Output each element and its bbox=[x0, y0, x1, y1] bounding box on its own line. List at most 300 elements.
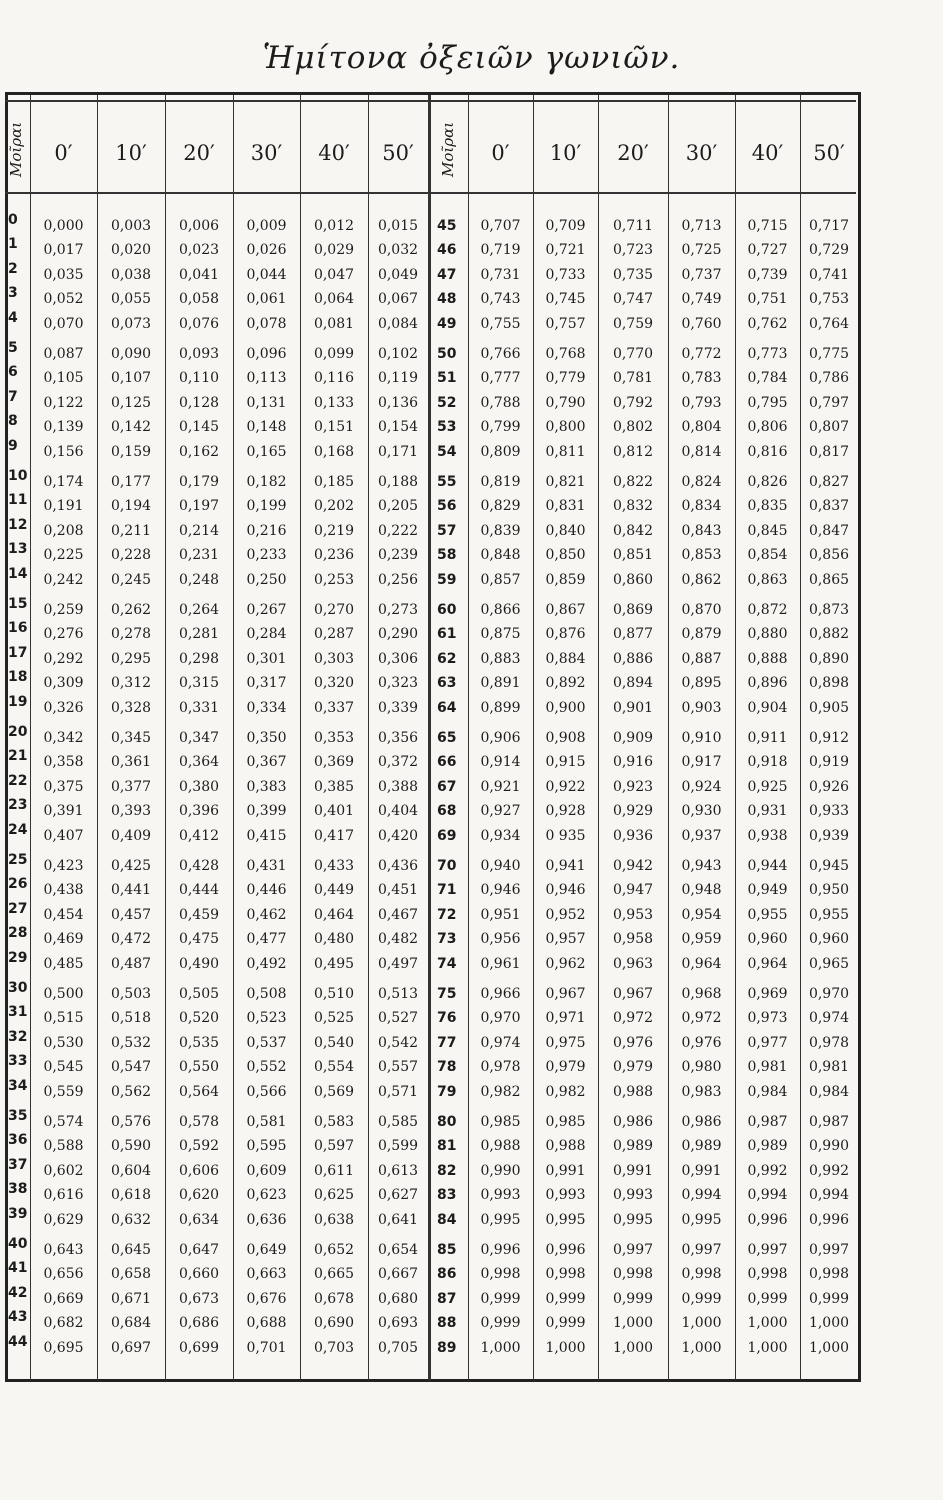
table-cell: 0,550 bbox=[178, 1059, 220, 1076]
table-cell: 0,721 bbox=[545, 242, 586, 259]
table-cell: 0,205 bbox=[377, 498, 419, 515]
table-cell: 0,542 bbox=[377, 1034, 419, 1051]
table-cell: 0,939 bbox=[808, 827, 850, 844]
degree-label: 19 bbox=[8, 693, 28, 710]
degree-label: 31 bbox=[8, 1004, 28, 1021]
degree-label: 30 bbox=[8, 980, 28, 996]
table-cell: 0,652 bbox=[313, 1242, 355, 1258]
table-cell: 0,962 bbox=[545, 955, 586, 972]
table-cell: 0,211 bbox=[110, 522, 152, 539]
degree-label: 5 bbox=[8, 340, 18, 356]
table-cell: 0,298 bbox=[178, 650, 220, 667]
table-cell: 0,055 bbox=[110, 291, 152, 308]
table-cell: 0,964 bbox=[681, 955, 722, 972]
table-cell: 0,806 bbox=[747, 419, 788, 436]
table-cell: 0,242 bbox=[43, 571, 84, 588]
table-cell: 0,895 bbox=[681, 675, 722, 692]
table-cell: 0,982 bbox=[545, 1083, 586, 1100]
table-cell: 0,987 bbox=[747, 1114, 788, 1130]
degree-label: 89 bbox=[437, 1339, 457, 1356]
table-cell: 0,407 bbox=[43, 827, 84, 844]
degree-label: 13 bbox=[8, 541, 28, 558]
table-cell: 0,026 bbox=[246, 242, 287, 259]
table-cell: 0,669 bbox=[43, 1290, 84, 1307]
table-cell: 0,960 bbox=[808, 931, 850, 948]
table-cell: 0,995 bbox=[480, 1211, 521, 1228]
table-cell: 0,323 bbox=[377, 675, 419, 692]
table-cell: 0,988 bbox=[545, 1138, 586, 1155]
table-cell: 0,899 bbox=[480, 699, 521, 716]
table-cell: 0,017 bbox=[43, 242, 84, 259]
table-cell: 0,835 bbox=[747, 498, 788, 515]
table-cell: 0,047 bbox=[313, 266, 355, 283]
table-cell: 0,415 bbox=[246, 827, 287, 844]
degree-label: 0 bbox=[8, 212, 18, 228]
table-cell: 0,764 bbox=[808, 315, 850, 332]
table-cell: 0,773 bbox=[747, 346, 788, 362]
table-cell: 0,862 bbox=[681, 571, 722, 588]
table-cell: 0,358 bbox=[43, 754, 84, 771]
table-cell: 0,755 bbox=[480, 315, 521, 332]
table-cell: 0,792 bbox=[612, 394, 654, 411]
table-cell: 0,562 bbox=[110, 1083, 152, 1100]
table-cell: 0,999 bbox=[480, 1315, 521, 1332]
table-cell: 0,795 bbox=[747, 394, 788, 411]
table-cell: 0,497 bbox=[377, 955, 419, 972]
table-cell: 0,256 bbox=[377, 571, 419, 588]
table-cell: 0,814 bbox=[681, 443, 722, 460]
table-cell: 0,236 bbox=[313, 547, 355, 564]
table-cell: 0,566 bbox=[246, 1083, 287, 1100]
table-cell: 0,819 bbox=[480, 474, 521, 490]
table-cell: 0,991 bbox=[545, 1162, 586, 1179]
degree-label: 75 bbox=[437, 986, 457, 1002]
degree-label: 47 bbox=[437, 266, 457, 283]
degree-label: 70 bbox=[437, 858, 457, 874]
table-cell: 0,877 bbox=[612, 626, 654, 643]
table-cell: 0,943 bbox=[681, 858, 722, 874]
table-cell: 0,287 bbox=[313, 626, 355, 643]
table-cell: 0,113 bbox=[246, 370, 287, 387]
table-cell: 0,842 bbox=[612, 522, 654, 539]
table-cell: 0,312 bbox=[110, 675, 152, 692]
table-cell: 0,216 bbox=[246, 522, 287, 539]
table-cell: 0,513 bbox=[377, 986, 419, 1002]
degree-label: 29 bbox=[8, 949, 28, 966]
table-cell: 0,356 bbox=[377, 730, 419, 746]
table-cell: 0,991 bbox=[681, 1162, 722, 1179]
table-cell: 0,999 bbox=[612, 1290, 654, 1307]
table-cell: 0,064 bbox=[313, 291, 355, 308]
degree-label: 53 bbox=[437, 419, 457, 436]
table-cell: 0,989 bbox=[681, 1138, 722, 1155]
table-cell: 0,978 bbox=[808, 1034, 850, 1051]
table-cell: 0,967 bbox=[612, 986, 654, 1002]
table-cell: 0,020 bbox=[110, 242, 152, 259]
table-cell: 0,492 bbox=[246, 955, 287, 972]
degree-label: 88 bbox=[437, 1315, 457, 1332]
table-cell: 0,953 bbox=[612, 906, 654, 923]
degree-label: 48 bbox=[437, 291, 457, 308]
degree-label: 61 bbox=[437, 626, 457, 643]
table-cell: 0,250 bbox=[246, 571, 287, 588]
table-cell: 0,831 bbox=[545, 498, 586, 515]
degree-label: 6 bbox=[8, 364, 18, 381]
degree-label: 54 bbox=[437, 443, 457, 460]
degree-label: 27 bbox=[8, 900, 28, 917]
table-cell: 0,087 bbox=[43, 346, 84, 362]
table-cell: 0,872 bbox=[747, 602, 788, 618]
table-cell: 0,003 bbox=[110, 218, 152, 234]
table-cell: 0,487 bbox=[110, 955, 152, 972]
table-cell: 0,936 bbox=[612, 827, 654, 844]
table-cell: 1,000 bbox=[681, 1315, 722, 1332]
degree-label: 56 bbox=[437, 498, 457, 515]
table-cell: 0,912 bbox=[808, 730, 850, 746]
table-cell: 0,812 bbox=[612, 443, 654, 460]
table-cell: 0,839 bbox=[480, 522, 521, 539]
table-cell: 0,802 bbox=[612, 419, 654, 436]
table-cell: 0,743 bbox=[480, 291, 521, 308]
table-cell: 0,090 bbox=[110, 346, 152, 362]
table-cell: 0,701 bbox=[246, 1339, 287, 1356]
minute-header: 50′ bbox=[813, 140, 845, 165]
table-cell: 0,393 bbox=[110, 803, 152, 820]
table-cell: 0,955 bbox=[747, 906, 788, 923]
table-cell: 0,790 bbox=[545, 394, 586, 411]
table-cell: 0,882 bbox=[808, 626, 850, 643]
table-cell: 0,725 bbox=[681, 242, 722, 259]
degree-label: 39 bbox=[8, 1205, 28, 1222]
table-cell: 0,976 bbox=[681, 1034, 722, 1051]
table-cell: 0,107 bbox=[110, 370, 152, 387]
table-cell: 0,949 bbox=[747, 882, 788, 899]
table-cell: 0,345 bbox=[110, 730, 152, 746]
table-cell: 0,850 bbox=[545, 547, 586, 564]
table-cell: 0,444 bbox=[178, 882, 220, 899]
table-cell: 0,826 bbox=[747, 474, 788, 490]
table-cell: 0,290 bbox=[377, 626, 419, 643]
table-cell: 0,988 bbox=[480, 1138, 521, 1155]
table-cell: 0,727 bbox=[747, 242, 788, 259]
table-cell: 1,000 bbox=[545, 1339, 586, 1356]
minute-header: 0′ bbox=[54, 140, 73, 165]
table-cell: 0,188 bbox=[377, 474, 419, 490]
table-cell: 0,000 bbox=[43, 218, 84, 234]
table-cell: 0,595 bbox=[246, 1138, 287, 1155]
table-cell: 0,032 bbox=[377, 242, 419, 259]
table-cell: 0,854 bbox=[747, 547, 788, 564]
degree-label: 82 bbox=[437, 1162, 457, 1179]
table-cell: 0,219 bbox=[313, 522, 355, 539]
table-cell: 0,992 bbox=[747, 1162, 788, 1179]
table-cell: 0,719 bbox=[480, 242, 521, 259]
table-cell: 0,585 bbox=[377, 1114, 419, 1130]
table-cell: 0,981 bbox=[747, 1059, 788, 1076]
table-cell: 0,928 bbox=[545, 803, 586, 820]
table-cell: 0,969 bbox=[747, 986, 788, 1002]
degree-label: 32 bbox=[8, 1028, 28, 1045]
degree-label: 25 bbox=[8, 852, 28, 868]
table-cell: 0,404 bbox=[377, 803, 419, 820]
table-cell: 0,733 bbox=[545, 266, 586, 283]
table-cell: 0,602 bbox=[43, 1162, 84, 1179]
table-cell: 0,472 bbox=[110, 931, 152, 948]
degree-label: 66 bbox=[437, 754, 457, 771]
table-cell: 0,829 bbox=[480, 498, 521, 515]
table-cell: 0,380 bbox=[178, 778, 220, 795]
table-cell: 0,759 bbox=[612, 315, 654, 332]
table-cell: 0,900 bbox=[545, 699, 586, 716]
table-cell: 0,636 bbox=[246, 1211, 287, 1228]
table-cell: 0,998 bbox=[612, 1266, 654, 1283]
table-cell: 0,922 bbox=[545, 778, 586, 795]
table-cell: 0,070 bbox=[43, 315, 84, 332]
table-cell: 0,883 bbox=[480, 650, 521, 667]
table-cell: 0,245 bbox=[110, 571, 152, 588]
degree-label: 63 bbox=[437, 675, 457, 692]
table-cell: 0,647 bbox=[178, 1242, 220, 1258]
degree-label: 69 bbox=[437, 827, 457, 844]
table-cell: 0,927 bbox=[480, 803, 521, 820]
table-cell: 0,253 bbox=[313, 571, 355, 588]
table-cell: 0,837 bbox=[808, 498, 850, 515]
table-cell: 0,997 bbox=[612, 1242, 654, 1258]
table-cell: 0,747 bbox=[612, 291, 654, 308]
table-cell: 0,971 bbox=[545, 1010, 586, 1027]
table-cell: 0,779 bbox=[545, 370, 586, 387]
table-cell: 0,545 bbox=[43, 1059, 84, 1076]
table-cell: 0,963 bbox=[612, 955, 654, 972]
table-cell: 0,916 bbox=[612, 754, 654, 771]
table-cell: 0,739 bbox=[747, 266, 788, 283]
table-cell: 0,133 bbox=[313, 394, 355, 411]
degree-label: 26 bbox=[8, 876, 28, 893]
table-cell: 0,870 bbox=[681, 602, 722, 618]
table-cell: 0,993 bbox=[480, 1187, 521, 1204]
table-cell: 0,454 bbox=[43, 906, 84, 923]
table-cell: 0,433 bbox=[313, 858, 355, 874]
table-cell: 0,914 bbox=[480, 754, 521, 771]
degree-label: 45 bbox=[437, 218, 457, 234]
table-cell: 0,686 bbox=[178, 1315, 220, 1332]
table-cell: 0,988 bbox=[612, 1083, 654, 1100]
degree-label: 23 bbox=[8, 797, 28, 814]
table-cell: 0,508 bbox=[246, 986, 287, 1002]
table-cell: 0,946 bbox=[480, 882, 521, 899]
table-cell: 0,606 bbox=[178, 1162, 220, 1179]
table-cell: 0,574 bbox=[43, 1114, 84, 1130]
table-cell: 0,999 bbox=[808, 1290, 850, 1307]
table-cell: 0,225 bbox=[43, 547, 84, 564]
table-cell: 0,505 bbox=[178, 986, 220, 1002]
table-cell: 0,139 bbox=[43, 419, 84, 436]
degree-label: 9 bbox=[8, 437, 18, 454]
table-cell: 0,699 bbox=[178, 1339, 220, 1356]
table-cell: 0,177 bbox=[110, 474, 152, 490]
table-cell: 0,860 bbox=[612, 571, 654, 588]
degree-label: 43 bbox=[8, 1309, 28, 1326]
table-cell: 0,451 bbox=[377, 882, 419, 899]
degree-label: 28 bbox=[8, 925, 28, 942]
table-cell: 0,554 bbox=[313, 1059, 355, 1076]
degree-label: 3 bbox=[8, 285, 18, 302]
table-cell: 0,865 bbox=[808, 571, 850, 588]
table-cell: 0,168 bbox=[313, 443, 355, 460]
table-cell: 0,165 bbox=[246, 443, 287, 460]
table-cell: 0,678 bbox=[313, 1290, 355, 1307]
table-cell: 0,944 bbox=[747, 858, 788, 874]
table-cell: 0,537 bbox=[246, 1034, 287, 1051]
degree-label: 17 bbox=[8, 644, 28, 661]
table-cell: 0,757 bbox=[545, 315, 586, 332]
table-cell: 0,947 bbox=[612, 882, 654, 899]
table-cell: 0,843 bbox=[681, 522, 722, 539]
table-cell: 0,136 bbox=[377, 394, 419, 411]
table-cell: 0,110 bbox=[178, 370, 220, 387]
table-cell: 0,367 bbox=[246, 754, 287, 771]
table-cell: 0,745 bbox=[545, 291, 586, 308]
degree-label: 21 bbox=[8, 748, 28, 765]
table-cell: 0,038 bbox=[110, 266, 152, 283]
table-cell: 0,952 bbox=[545, 906, 586, 923]
minute-header: 10′ bbox=[115, 140, 147, 165]
table-cell: 0,816 bbox=[747, 443, 788, 460]
table-cell: 0,197 bbox=[178, 498, 220, 515]
degree-label: 84 bbox=[437, 1211, 457, 1228]
table-cell: 0,660 bbox=[178, 1266, 220, 1283]
table-cell: 0,459 bbox=[178, 906, 220, 923]
table-cell: 0,259 bbox=[43, 602, 84, 618]
table-cell: 0,945 bbox=[808, 858, 850, 874]
table-cell: 0,295 bbox=[110, 650, 152, 667]
table-cell: 0,770 bbox=[612, 346, 654, 362]
table-cell: 0,972 bbox=[612, 1010, 654, 1027]
table-cell: 0,058 bbox=[178, 291, 220, 308]
table-cell: 0,934 bbox=[480, 827, 521, 844]
table-cell: 0,191 bbox=[43, 498, 84, 515]
table-cell: 0,960 bbox=[747, 931, 788, 948]
table-cell: 0,970 bbox=[808, 986, 850, 1002]
table-cell: 0,317 bbox=[246, 675, 287, 692]
table-cell: 0,959 bbox=[681, 931, 722, 948]
table-cell: 0,991 bbox=[612, 1162, 654, 1179]
table-cell: 0,984 bbox=[747, 1083, 788, 1100]
table-cell: 0,623 bbox=[246, 1187, 287, 1204]
minute-header: 40′ bbox=[751, 140, 784, 165]
table-cell: 0,986 bbox=[612, 1114, 654, 1130]
table-cell: 0,954 bbox=[681, 906, 722, 923]
table-cell: 0,641 bbox=[377, 1211, 419, 1228]
degree-label: 46 bbox=[437, 242, 457, 259]
table-cell: 0,663 bbox=[246, 1266, 287, 1283]
table-cell: 0,978 bbox=[480, 1059, 521, 1076]
table-cell: 0,035 bbox=[43, 266, 84, 283]
table-cell: 0,967 bbox=[545, 986, 586, 1002]
degree-label: 55 bbox=[437, 474, 457, 490]
degree-label: 15 bbox=[8, 596, 28, 612]
table-cell: 0,961 bbox=[480, 955, 521, 972]
table-cell: 0,996 bbox=[808, 1211, 850, 1228]
table-cell: 0,581 bbox=[246, 1114, 287, 1130]
table-cell: 0,485 bbox=[43, 955, 84, 972]
table-cell: 0,974 bbox=[480, 1034, 521, 1051]
table-cell: 0,998 bbox=[545, 1266, 586, 1283]
table-cell: 0,866 bbox=[480, 602, 521, 618]
table-cell: 0,467 bbox=[377, 906, 419, 923]
table-cell: 0,999 bbox=[747, 1290, 788, 1307]
table-cell: 0,599 bbox=[377, 1138, 419, 1155]
table-cell: 0,171 bbox=[377, 443, 419, 460]
table-cell: 0,334 bbox=[246, 699, 287, 716]
table-cell: 0,049 bbox=[377, 266, 419, 283]
table-cell: 0,950 bbox=[808, 882, 850, 899]
table-cell: 1,000 bbox=[747, 1339, 788, 1356]
table-cell: 0,781 bbox=[612, 370, 654, 387]
table-cell: 0,992 bbox=[808, 1162, 850, 1179]
table-cell: 0,645 bbox=[110, 1242, 152, 1258]
table-cell: 0,979 bbox=[612, 1059, 654, 1076]
table-cell: 0,996 bbox=[480, 1242, 521, 1258]
table-cell: 0,634 bbox=[178, 1211, 220, 1228]
table-cell: 0,185 bbox=[313, 474, 355, 490]
table-cell: 0,620 bbox=[178, 1187, 220, 1204]
table-cell: 0,604 bbox=[110, 1162, 152, 1179]
table-cell: 0,119 bbox=[377, 370, 419, 387]
degree-label: 37 bbox=[8, 1156, 28, 1173]
table-cell: 0,884 bbox=[545, 650, 586, 667]
table-cell: 0,695 bbox=[43, 1339, 84, 1356]
table-cell: 0,890 bbox=[808, 650, 850, 667]
table-cell: 0,926 bbox=[808, 778, 850, 795]
table-cell: 0,073 bbox=[110, 315, 152, 332]
table-cell: 0,462 bbox=[246, 906, 287, 923]
degree-label: 18 bbox=[8, 669, 28, 686]
table-cell: 0,996 bbox=[747, 1211, 788, 1228]
table-cell: 0,627 bbox=[377, 1187, 419, 1204]
table-cell: 0,364 bbox=[178, 754, 220, 771]
table-cell: 0,009 bbox=[246, 218, 287, 234]
table-cell: 0,239 bbox=[377, 547, 419, 564]
table-cell: 0,391 bbox=[43, 803, 84, 820]
table-cell: 0,361 bbox=[110, 754, 152, 771]
table-cell: 0,503 bbox=[110, 986, 152, 1002]
table-cell: 0,284 bbox=[246, 626, 287, 643]
table-cell: 0,867 bbox=[545, 602, 586, 618]
table-cell: 0,084 bbox=[377, 315, 419, 332]
table-cell: 0,880 bbox=[747, 626, 788, 643]
table-cell: 0,061 bbox=[246, 291, 287, 308]
table-cell: 0,500 bbox=[43, 986, 84, 1002]
table-cell: 0,956 bbox=[480, 931, 521, 948]
table-cell: 0,464 bbox=[313, 906, 355, 923]
degree-label: 76 bbox=[437, 1010, 457, 1027]
table-cell: 1,000 bbox=[612, 1315, 654, 1332]
table-cell: 0,482 bbox=[377, 931, 419, 948]
degree-label: 52 bbox=[437, 394, 457, 411]
table-cell: 0,067 bbox=[377, 291, 419, 308]
table-cell: 0,315 bbox=[178, 675, 220, 692]
table-cell: 0,906 bbox=[480, 730, 521, 746]
table-cell: 0,199 bbox=[246, 498, 287, 515]
table-cell: 0,477 bbox=[246, 931, 287, 948]
table-cell: 0,917 bbox=[681, 754, 722, 771]
table-cell: 0,713 bbox=[681, 218, 722, 234]
table-cell: 0,372 bbox=[377, 754, 419, 771]
table-cell: 0,968 bbox=[681, 986, 722, 1002]
table-cell: 0,786 bbox=[808, 370, 850, 387]
table-cell: 0,863 bbox=[747, 571, 788, 588]
